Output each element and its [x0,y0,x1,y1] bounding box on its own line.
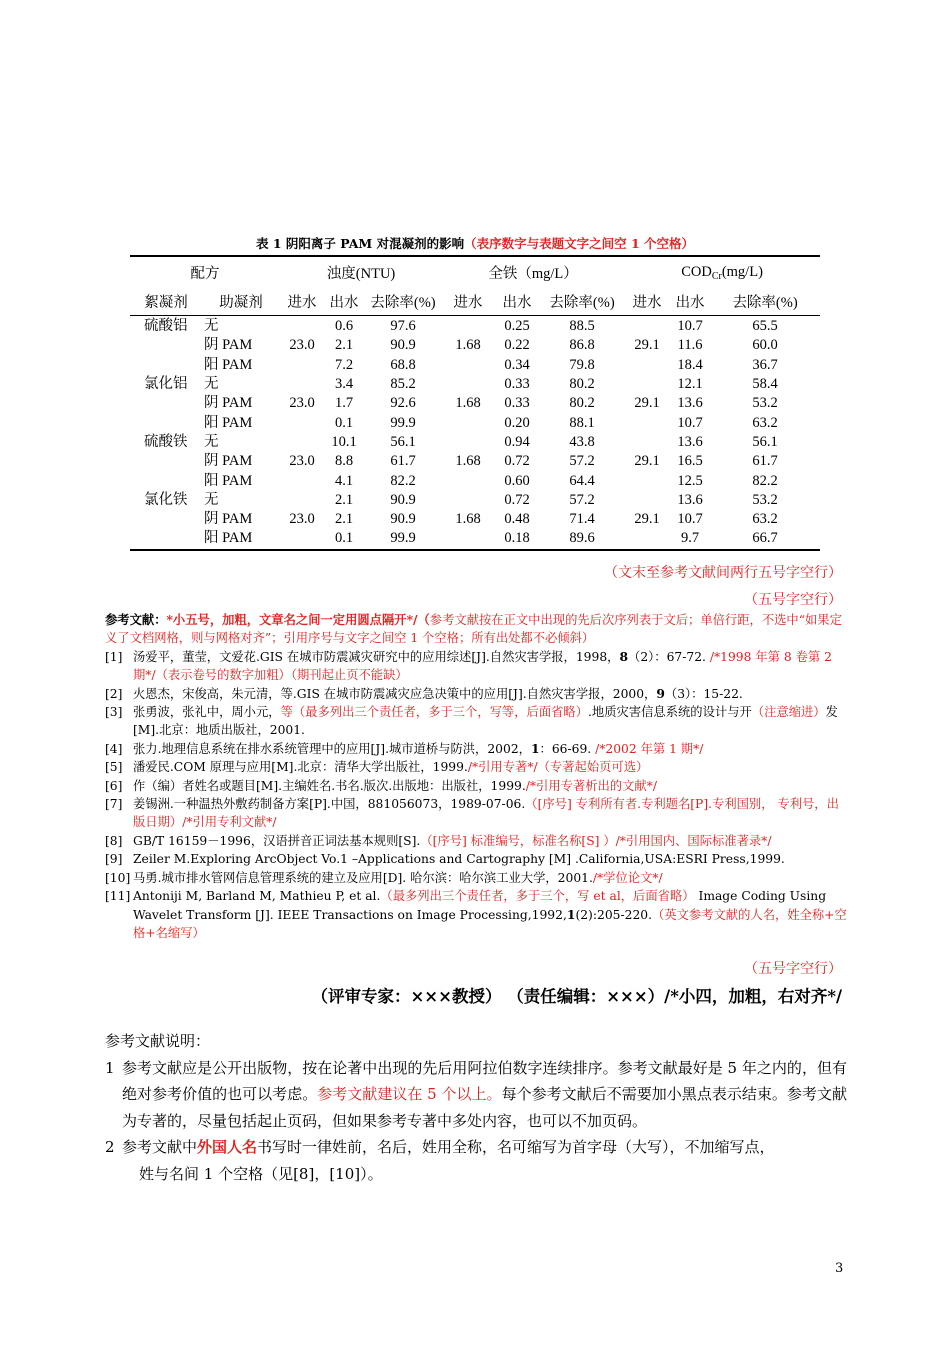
table-cell [130,529,202,549]
table-cell [442,491,494,510]
reference-note: （英文参考文献的人名，姓全称+空格+名缩写） [133,907,847,940]
reference-item [105,777,847,795]
table-cell [442,413,494,432]
cod-subscript: Cr [711,270,722,282]
column-header: 进水 [287,295,317,311]
table-cell: 0.25 [504,318,530,335]
explanation-highlight: 外国人名 [197,1138,258,1156]
table-cell: 12.1 [677,376,703,393]
cod-label: COD [681,263,712,280]
explanation-title: 参考文献说明： [105,1032,211,1050]
table-cell: 硫酸铝 [144,318,188,335]
table-cell: 无 [204,318,219,335]
table-cell: 阳 PAM [204,356,253,373]
table-cell [280,433,324,452]
table-cell: 0.20 [504,414,530,431]
table-cell: 0.1 [334,530,354,547]
table-cell: 0.22 [504,337,530,354]
table-cell: 7.2 [334,356,354,373]
reference-item [105,887,847,942]
table-cell: 97.6 [390,318,416,335]
reference-number: [5] [105,760,123,775]
table-cell: 90.9 [390,511,416,528]
table-cell [130,452,202,471]
table-cell: 阳 PAM [204,414,253,431]
table-cell [130,471,202,490]
reference-volume: 1 [530,740,540,756]
table-cell [442,471,494,490]
table-cell: 10.7 [677,414,703,431]
table-row [130,433,820,452]
table-cell: 18.4 [677,356,703,373]
page-number: 3 [835,1261,844,1276]
table-cell: 63.2 [752,511,778,528]
subheader-row [130,288,820,316]
references-heading-rule-note: 参考文献按在正文中出现的先后次序列表于文后；单倍行距，不选中“如果定义了文档网格，则与网格对齐”；引用序号与文字之间空 1 个空格；所有出处都不必倾斜） [105,613,842,646]
table-cell: 12.5 [677,472,703,489]
note-blank-line: （五号字空行） [744,592,842,608]
table-cell: 79.8 [569,356,595,373]
table-cell: 92.6 [390,395,416,412]
table-cell: 0.48 [504,511,530,528]
reference-note: （最多列出三个责任者，多于三个，写 et al，后面省略） [380,889,695,904]
table-cell: 3.4 [334,376,354,393]
table-cell [442,375,494,394]
table-cell [624,375,670,394]
table-cell: 0.18 [504,530,530,547]
table-caption-note: （表序数字与表题文字之间空 1 个空格） [464,236,695,251]
table-cell: 无 [204,376,219,393]
table-cell: 23.0 [289,337,315,354]
table-cell: 9.7 [681,530,700,547]
reference-text: .地质灾害信息系统的设计与开 [588,705,752,720]
reference-text: Image Coding Using Wavelet Transform [J]. IEEE Transactions on Image Processing,1992, [133,889,827,922]
column-header: 絮凝剂 [144,295,188,311]
reference-item [105,758,847,776]
reference-number: [1] [105,649,123,664]
table-row [130,471,820,490]
reference-number: [3] [105,705,123,720]
reference-note: /*引用专著析出的文献*/ [525,778,658,793]
table-cell: 4.1 [334,472,354,489]
table-cell: 阴 PAM [204,337,253,354]
explanation-continuation: 姓与名间 1 个空格（见[8]，[10]）。 [139,1164,383,1183]
table-cell: 66.7 [752,530,778,547]
explanation-highlight: 参考文献建议在 5 个以上。 [317,1085,502,1103]
reference-text: 张力.地理信息系统在排水系统管理中的应用[J].城市道桥与防洪，2002， [133,741,531,756]
table-cell: 氯化铁 [144,491,188,508]
table-cell: 0.34 [504,356,530,373]
table-cell: 2.1 [334,511,354,528]
group-header-iron: 全铁（mg/L） [488,266,578,282]
table-cell: 阴 PAM [204,511,253,528]
table-cell: 29.1 [634,453,660,470]
table-cell: 16.5 [677,453,703,470]
table-cell [280,413,324,432]
reference-volume: 9 [656,685,665,701]
reference-number: [11] [105,889,131,904]
column-header: 助凝剂 [219,295,263,311]
table-cell: 65.5 [752,318,778,335]
explanation-text: 每个参考文献后不需要加小黑点表示结束。参考文献为专著的，尽量包括起止页码，但如果参考专著中多处内容，也可以不加页码。 [122,1085,847,1130]
reference-item [105,869,847,887]
table-cell [624,529,670,549]
table-cell: 88.1 [569,414,595,431]
table-cell: 99.9 [390,530,416,547]
table-cell [442,356,494,375]
table-cell [130,510,202,529]
table-cell: 硫酸铁 [144,433,188,450]
reference-note: /*引用专著*/（专著起始页可选） [467,760,649,775]
explanation-number: 2 [105,1138,115,1156]
table-cell: 90.9 [390,491,416,508]
reference-note: （[序号] 标准编号，标准名称[S] ）/*引用国内、国际标准著录*/ [420,833,772,848]
table-cell [624,491,670,510]
table-cell: 23.0 [289,395,315,412]
table-cell: 57.2 [569,453,595,470]
table-cell [280,375,324,394]
reference-note: （注意缩进） [751,705,826,720]
table-cell: 89.6 [569,530,595,547]
reference-item [105,850,847,868]
table-cell [624,413,670,432]
table-cell: 29.1 [634,337,660,354]
column-header: 出水 [675,295,705,311]
table-row [130,491,820,510]
table-cell: 阳 PAM [204,472,253,489]
reference-text: 马勇.城市排水管网信息管理系统的建立及应用[D]. 哈尔滨：哈尔滨工业大学，2001. [133,870,593,885]
table-cell: 68.8 [390,356,416,373]
table-cell: 0.60 [504,472,530,489]
table-cell: 56.1 [752,433,778,450]
table-cell: 64.4 [569,472,595,489]
column-header: 去除率(%) [732,295,798,311]
reference-item [105,685,847,703]
column-header: 出水 [502,295,532,311]
reference-item [105,740,847,758]
column-header: 进水 [632,295,662,311]
table-cell [624,316,670,337]
reference-pages: （3）：15-22. [664,686,743,701]
table-cell: 58.4 [752,376,778,393]
table-cell: 23.0 [289,511,315,528]
table-cell [624,471,670,490]
table-cell: 53.2 [752,395,778,412]
reference-number: [6] [105,778,123,793]
reference-note: /*2002 年第 1 期*/ [591,741,704,756]
table-cell [442,316,494,337]
reference-note: （[序号] 专利所有者.专利题名[P].专利国别， 专利号，出版日期）/*引用专利文献*/ [133,797,839,830]
table-cell: 53.2 [752,491,778,508]
reference-text: Zeiler M.Exploring ArcObject Vo.1 –Applications and Cartography [M] .California,USA:ESRI Press,1999. [133,852,785,867]
table-cell: 43.8 [569,433,595,450]
table-cell: 61.7 [752,453,778,470]
table-cell [442,529,494,549]
note-after-table: （文末至参考文献间两行五号字空行） [604,565,842,581]
reference-volume: 8 [619,648,629,664]
table-cell: 0.72 [504,453,530,470]
table-caption-text: 表 1 阴阳离子 PAM 对混凝剂的影响 [255,236,465,251]
table-row [130,452,820,471]
note-blank-line: （五号字空行） [744,961,842,977]
table-cell [130,413,202,432]
table-cell: 10.7 [677,318,703,335]
references-heading: 参考文献： [105,612,167,627]
table-cell: 0.1 [334,414,354,431]
table-cell: 82.2 [390,472,416,489]
reference-item [105,832,847,850]
table-cell [130,336,202,355]
table-cell: 0.33 [504,395,530,412]
table-cell: 13.6 [677,395,703,412]
table-cell [130,356,202,375]
group-header-turbidity: 浊度(NTU) [326,266,396,282]
data-table-container [130,255,820,551]
table-cell: 60.0 [752,337,778,354]
explanation-text: 书写时一律姓前，名后，姓用全称，名可缩写为首字母（大写），不加缩写点， [257,1138,775,1156]
table-row [130,336,820,355]
reference-text: 张勇波，张礼中，周小元， [133,705,281,720]
table-cell: 23.0 [289,453,315,470]
table-cell: 0.6 [334,318,354,335]
reference-pages: ：66-69. [539,741,592,756]
table-cell [280,471,324,490]
reference-text: GB/T 16159－1996，汉语拼音正词法基本规则[S]. [133,833,421,848]
table-cell: 阴 PAM [204,395,253,412]
column-header: 去除率(%) [370,295,436,311]
table-caption [130,234,820,252]
table-cell [624,356,670,375]
table-cell [280,529,324,549]
explanation-item [105,1055,847,1135]
table-cell: 10.7 [677,511,703,528]
table-cell: 36.7 [752,356,778,373]
table-cell: 82.2 [752,472,778,489]
references-section [105,611,847,942]
reference-note: /*1998 年第 8 卷第 2 期*/（表示卷号的数字加粗）（期刊起止页不能缺） [133,649,832,683]
table-cell [624,433,670,452]
group-header-cod [624,256,820,288]
reference-text: 汤爱平，董莹，文爱花.GIS 在城市防震减灾研究中的应用综述[J].自然灾害学报，1998， [133,649,620,664]
table-row [130,316,820,337]
reference-number: [8] [105,833,123,848]
table-cell: 88.5 [569,318,595,335]
table-row [130,394,820,413]
table-cell: 1.68 [455,511,481,528]
cod-unit: (mg/L) [721,263,763,280]
table-cell: 80.2 [569,376,595,393]
table-cell: 13.6 [677,433,703,450]
table-cell: 29.1 [634,395,660,412]
table-cell: 1.68 [455,395,481,412]
table-cell: 99.9 [390,414,416,431]
group-header-formula: 配方 [190,266,220,282]
table-cell: 1.68 [455,337,481,354]
table-cell: 85.2 [390,376,416,393]
table-cell: 无 [204,491,219,508]
table-cell: 86.8 [569,337,595,354]
explanation-text: 参考文献应是公开出版物，按在论著中出现的先后用阿拉伯数字连续排序。参考文献最好是 5 年之内的，但有绝对参考价值的也可以考虑。 [122,1058,847,1103]
reference-text: 潘爱民.COM 原理与应用[M].北京：清华大学出版社，1999. [133,760,468,775]
references-explanation [105,1028,847,1187]
column-header: 进水 [453,295,483,311]
table-cell: 10.1 [331,433,357,450]
table-cell: 2.1 [334,337,354,354]
reference-item [105,648,847,685]
table-row [130,356,820,375]
table-cell: 0.72 [504,491,530,508]
table-cell: 90.9 [390,337,416,354]
table-row [130,529,820,549]
reference-pages: （2）：67-72. [628,649,706,664]
reference-number: [4] [105,741,123,756]
explanation-item [105,1134,847,1161]
reference-note: 等（最多列出三个责任者，多于三个，写等，后面省略） [280,705,589,720]
table-cell: 阴 PAM [204,453,253,470]
table-cell [280,356,324,375]
reference-item [105,703,847,740]
references-heading-format-note: *小五号，加粗，文章名之间一定用圆点隔开*/（ [166,612,430,627]
reviewer-line: （评审专家：×××教授） （责任编辑：×××）/*小四，加粗，右对齐*/ [311,987,842,1006]
references-heading-line [105,611,847,648]
reference-number: [9] [105,852,123,867]
table-cell: 13.6 [677,491,703,508]
table-row [130,375,820,394]
table-cell: 61.7 [390,453,416,470]
table-cell: 71.4 [569,511,595,528]
reference-item [105,795,847,832]
table-cell: 1.68 [455,453,481,470]
table-cell: 阳 PAM [204,530,253,547]
reference-text: 作（编）者姓名或题目[M].主编姓名.书名.版次.出版地：出版社，1999. [133,778,526,793]
table-cell: 56.1 [390,433,416,450]
table-cell [280,491,324,510]
table-cell: 29.1 [634,511,660,528]
table-body [130,316,820,550]
reference-volume: 1 [566,906,576,922]
table-cell: 2.1 [334,491,354,508]
reference-number: [7] [105,797,123,812]
table-cell: 11.6 [677,337,703,354]
reference-pages: (2):205-220. [575,907,653,922]
table-cell: 1.7 [334,395,354,412]
reference-text: 姜锡洲.一种温热外敷药制备方案[P].中国，881056073，1989-07-06. [133,797,526,812]
table-cell: 63.2 [752,414,778,431]
explanation-number: 1 [105,1058,115,1077]
reference-number: [2] [105,686,123,701]
table-cell: 0.94 [504,433,530,450]
column-header: 去除率(%) [549,295,615,311]
table-row [130,510,820,529]
table-cell [280,316,324,337]
table-cell [442,433,494,452]
table-cell: 57.2 [569,491,595,508]
data-table [130,255,820,551]
reference-note: /*学位论文*/ [592,870,663,885]
table-row [130,413,820,432]
reference-text: 发[M].北京：地质出版社，2001. [133,705,838,738]
column-header: 出水 [329,295,359,311]
reference-text: Antoniji M, Barland M, Mathieu P, et al. [133,889,381,904]
table-cell: 无 [204,433,219,450]
table-cell: 8.8 [334,453,354,470]
reference-number: [10] [105,870,131,885]
table-cell: 80.2 [569,395,595,412]
table-cell: 氯化铝 [144,376,188,393]
table-cell [130,394,202,413]
explanation-text: 参考文献中 [122,1138,198,1156]
table-cell: 0.33 [504,376,530,393]
reference-text: 火恩杰，宋俊高，朱元清，等.GIS 在城市防震减灾应急决策中的应用[J].自然灾害学报，2000， [133,686,657,701]
